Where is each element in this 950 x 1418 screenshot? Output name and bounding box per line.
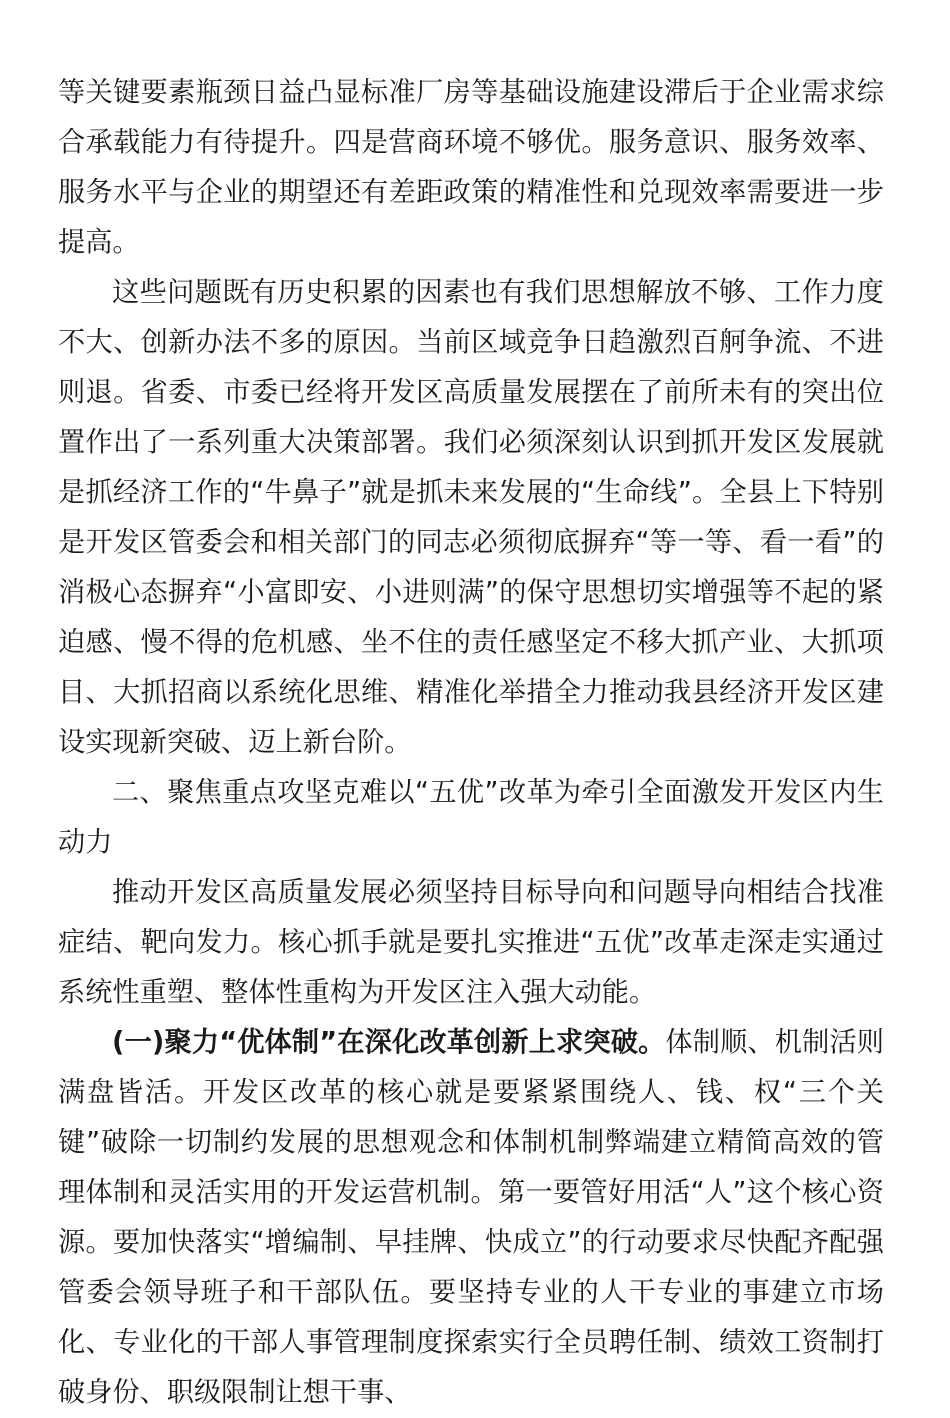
paragraph-continuation: 等关键要素瓶颈日益凸显标准厂房等基础设施建设滞后于企业需求综合承载能力有待提升。四是营商环境不够优。服务意识、服务效率、服务水平与企业的期望还有差距政策的精准性和兑现效率需要进一步提高。 [58,77,884,258]
section-heading-two: 二、聚焦重点攻坚克难以“五优”改革为牵引全面激发开发区内生动力 [58,777,884,858]
subsection-body-text: 体制顺、机制活则满盘皆活。开发区改革的核心就是要紧紧围绕人、钱、权“三个关键”破除一切制约发展的思想观念和体制机制弊端建立精简高效的管理体制和灵活实用的开发运营机制。第一要管好用活“人”这个核心资源。要加快落实“增编制、早挂牌、快成立”的行动要求尽快配齐配强管委会领导班子和干部队伍。要坚持专业的人干专业的事建立市场化、专业化的干部人事管理制度探索实行全员聘任制、绩效工资制打破身份、职级限制让想干事、 [58,1027,884,1408]
paragraph-problems-analysis: 这些问题既有历史积累的因素也有我们思想解放不够、工作力度不大、创新办法不多的原因。当前区域竞争日趋激烈百舸争流、不进则退。省委、市委已经将开发区高质量发展摆在了前所未有的突出位置作出了一系列重大决策部署。我们必须深刻认识到抓开发区发展就是抓经济工作的“牛鼻子”就是抓未来发展的“生命线”。全县上下特别是开发区管委会和相关部门的同志必须彻底摒弃“等一等、看一看”的消极心态摒弃“小富即安、小进则满”的保守思想切实增强等不起的紧迫感、慢不得的危机感、坐不住的责任感坚定不移大抓产业、大抓项目、大抓招商以系统化思维、精准化举措全力推动我县经济开发区建设实现新突破、迈上新台阶。 [58,277,884,758]
paragraph-subsection-one [58,1018,884,1418]
subsection-heading-bold: (一)聚力“优体制”在深化改革创新上求突破。 [112,1027,666,1058]
paragraph-section-intro: 推动开发区高质量发展必须坚持目标导向和问题导向相结合找准症结、靶向发力。核心抓手就是要扎实推进“五优”改革走深走实通过系统性重塑、整体性重构为开发区注入强大动能。 [58,877,884,1008]
